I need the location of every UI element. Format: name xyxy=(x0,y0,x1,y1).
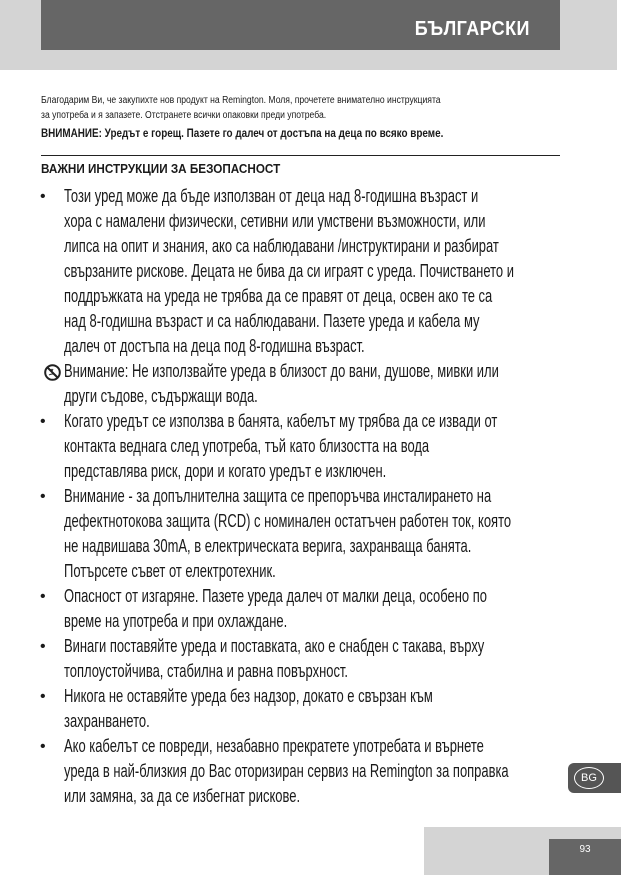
no-water-icon xyxy=(44,363,61,380)
list-item-text: време на употреба и при охлаждане. xyxy=(64,611,288,631)
list-item-text: захранването. xyxy=(64,711,150,731)
list-item-text: Опасност от изгаряне. Пазете уреда далеч от малки деца, особено по xyxy=(64,586,487,606)
title-bar xyxy=(41,0,560,50)
intro-line: Благодарим Ви, че закупихте нов продукт на Remington. Моля, прочетете внимателно инструкцията xyxy=(41,95,441,106)
list-item-line xyxy=(0,709,621,734)
list-item-line xyxy=(0,459,621,484)
hot-warning: ВНИМАНИЕ: Уредът е горещ. Пазете го далеч от достъпа на деца по всяко време. xyxy=(41,128,444,140)
list-item-line xyxy=(0,384,621,409)
list-item-line xyxy=(0,409,621,434)
list-item-text: не надвишава 30mA, в електрическата верига, захранваща банята. xyxy=(64,536,472,556)
list-item-line xyxy=(0,634,621,659)
page-number: 93 xyxy=(579,844,591,855)
list-item xyxy=(0,684,621,734)
list-item-text: представлява риск, дори и когато уредът е изключен. xyxy=(64,461,387,481)
list-item-text: Ако кабелът се повреди, незабавно прекратете употребата и върнете xyxy=(64,736,484,756)
bullet-icon: • xyxy=(40,488,46,505)
list-item-text: липса на опит и знания, ако са наблюдавани /инструктирани и разбират xyxy=(64,236,499,256)
list-item-text: уреда в най-близкия до Вас оторизиран сервиз на Remington за поправка xyxy=(64,761,509,781)
language-badge xyxy=(568,763,621,793)
list-item-text: дефектнотокова защита (RCD) с номинален остатъчен работен ток, която xyxy=(64,511,512,531)
list-item-line xyxy=(0,509,621,534)
list-item-text: други съдове, съдържащи вода. xyxy=(64,386,258,406)
list-item-line xyxy=(0,434,621,459)
list-item-text: Внимание - за допълнителна защита се препоръчва инсталирането на xyxy=(64,486,492,506)
list-item-text: Потърсете съвет от електротехник. xyxy=(64,561,276,581)
list-item xyxy=(0,484,621,584)
list-item-line xyxy=(0,209,621,234)
list-item-text: Винаги поставяйте уреда и поставката, ако е снабден с такава, върху xyxy=(64,636,485,656)
list-item xyxy=(0,634,621,684)
divider xyxy=(41,155,560,156)
list-item xyxy=(0,584,621,634)
list-item-line xyxy=(0,759,621,784)
list-item-line xyxy=(0,309,621,334)
list-item xyxy=(0,734,621,809)
intro-line: за употреба и я запазете. Отстранете всички опаковки преди употреба. xyxy=(41,110,327,121)
list-item-text: Когато уредът се използва в банята, кабелът му трябва да се извади от xyxy=(64,411,498,431)
list-item-line xyxy=(0,184,621,209)
list-item xyxy=(0,359,621,409)
list-item-text: хора с намалени физически, сетивни или умствени възможности, или xyxy=(64,211,486,231)
list-item-text: или замяна, за да се избегнат рискове. xyxy=(64,786,301,806)
list-item-line xyxy=(0,684,621,709)
bullet-icon: • xyxy=(40,188,46,205)
list-item-line xyxy=(0,609,621,634)
list-item-line xyxy=(0,484,621,509)
list-item-text: далеч от достъпа на деца под 8-годишна възраст. xyxy=(64,336,365,356)
bullet-icon: • xyxy=(40,738,46,755)
list-item-line xyxy=(0,584,621,609)
language-code: BG xyxy=(574,767,604,789)
list-item xyxy=(0,184,621,359)
intro-paragraph xyxy=(41,93,581,123)
list-item-line xyxy=(0,784,621,809)
list-item-line xyxy=(0,334,621,359)
list-item-line xyxy=(0,234,621,259)
page-number-box xyxy=(549,839,621,875)
list-item-text: топлоустойчива, стабилна и равна повърхност. xyxy=(64,661,349,681)
list-item-text: поддръжката на уреда не трябва да се правят от деца, освен ако те са xyxy=(64,286,493,306)
list-item-line xyxy=(0,559,621,584)
list-item-line xyxy=(0,259,621,284)
list-item-line xyxy=(0,659,621,684)
list-item-line xyxy=(0,534,621,559)
section-heading: ВАЖНИ ИНСТРУКЦИИ ЗА БЕЗОПАСНОСТ xyxy=(41,161,281,176)
list-item-line xyxy=(0,734,621,759)
list-item-line xyxy=(0,359,621,384)
language-title: БЪЛГАРСКИ xyxy=(414,18,530,40)
bullet-icon: • xyxy=(40,638,46,655)
list-item-text: Никога не оставяйте уреда без надзор, докато е свързан към xyxy=(64,686,433,706)
list-item-text: над 8-годишна възраст и са наблюдавани. Пазете уреда и кабела му xyxy=(64,311,480,331)
list-item xyxy=(0,409,621,484)
list-item-text: Внимание: Не използвайте уреда в близост до вани, душове, мивки или xyxy=(64,361,499,381)
list-item-text: Този уред може да бъде използван от деца над 8-годишна възраст и xyxy=(64,186,479,206)
bullet-icon: • xyxy=(40,588,46,605)
list-item-text: свързаните рискове. Децата не бива да си играят с уреда. Почистването и xyxy=(64,261,514,281)
list-item-text: контакта веднага след употреба, тъй като близостта на вода xyxy=(64,436,430,456)
safety-instructions-list xyxy=(0,184,621,809)
bullet-icon: • xyxy=(40,413,46,430)
bullet-icon: • xyxy=(40,688,46,705)
list-item-line xyxy=(0,284,621,309)
